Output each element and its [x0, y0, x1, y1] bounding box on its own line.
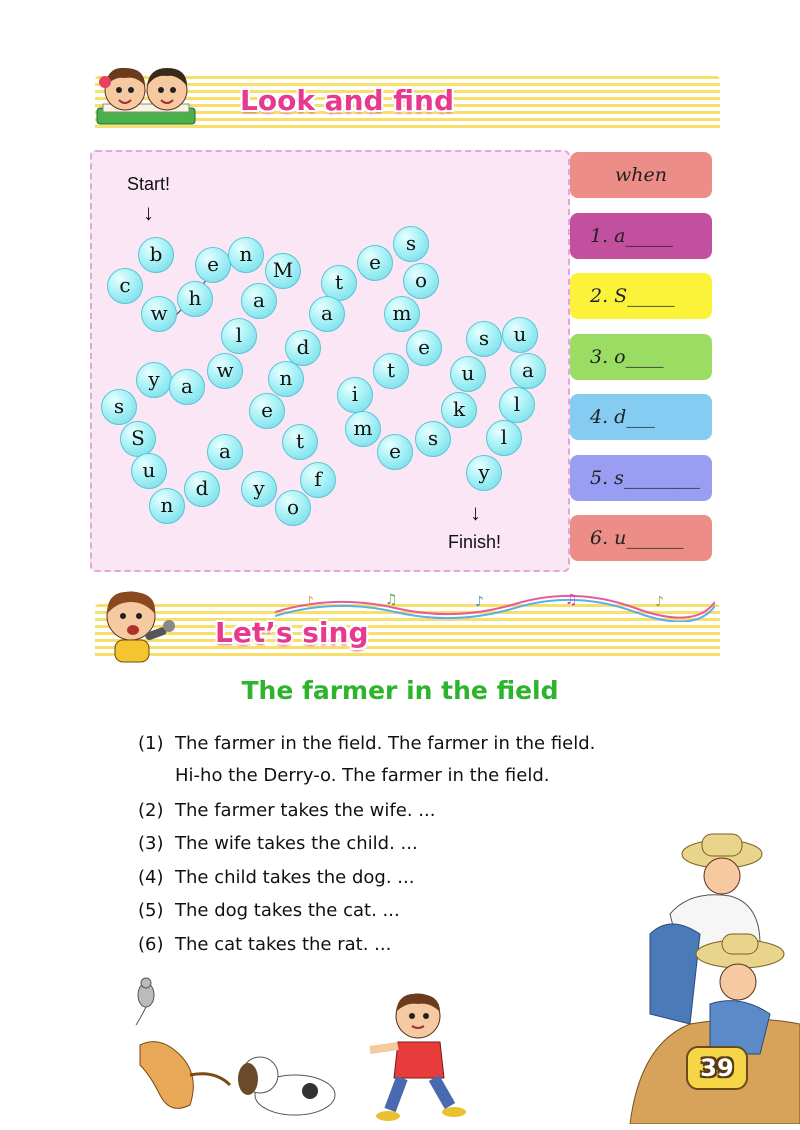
line-number: (4): [138, 867, 164, 888]
letter-bubble: m: [384, 296, 420, 332]
answer-box: 1. a_____: [570, 213, 712, 259]
start-label: Start!: [127, 174, 171, 194]
letter-bubble: y: [466, 455, 502, 491]
letter-bubble: l: [221, 318, 257, 354]
svg-text:♫: ♫: [565, 592, 578, 608]
answer-box: 6. u______: [570, 515, 712, 561]
letter-bubble: l: [486, 420, 522, 456]
letter-bubble: l: [499, 387, 535, 423]
answer-box: 3. o____: [570, 334, 712, 380]
letter-bubble: t: [282, 424, 318, 460]
line-number: (3): [138, 833, 164, 854]
line-number: (1): [138, 733, 164, 754]
song-line: [138, 765, 550, 786]
letter-bubble: b: [138, 237, 174, 273]
letter-bubble: n: [228, 237, 264, 273]
letter-bubble: a: [309, 296, 345, 332]
line-text: The farmer in the field. The farmer in the field.: [175, 733, 596, 754]
song-line: [138, 934, 391, 955]
song-line: [138, 733, 595, 754]
letter-bubble: S: [120, 421, 156, 457]
svg-text:♪: ♪: [655, 594, 664, 610]
finish-label: Finish!: [448, 532, 502, 552]
letter-bubble: d: [184, 471, 220, 507]
letter-bubble: w: [207, 353, 243, 389]
letter-bubble: t: [321, 265, 357, 301]
letter-bubble: a: [510, 353, 546, 389]
answer-box: 4. d___: [570, 394, 712, 440]
letter-bubble: d: [285, 330, 321, 366]
letter-bubble: c: [107, 268, 143, 304]
finish-arrow-icon: ↓: [470, 500, 481, 525]
example-answer-box: when: [570, 152, 712, 198]
letter-bubble: a: [207, 434, 243, 470]
letter-bubble: w: [141, 296, 177, 332]
letter-bubble: y: [136, 362, 172, 398]
letter-bubble: s: [393, 226, 429, 262]
letter-bubble: e: [377, 434, 413, 470]
running-boy-illustration: [360, 990, 470, 1130]
line-text: The cat takes the rat. ...: [175, 934, 392, 955]
letter-bubble: n: [268, 361, 304, 397]
line-number: (6): [138, 934, 164, 955]
song-line: [138, 900, 400, 921]
letter-bubble: u: [131, 453, 167, 489]
answer-box: 2. S_____: [570, 273, 712, 319]
line-number: (5): [138, 900, 164, 921]
letter-bubble: o: [403, 263, 439, 299]
letter-bubble: u: [450, 356, 486, 392]
mouse-cat-dog-illustration: [120, 975, 380, 1130]
line-text: The dog takes the cat. ...: [175, 900, 400, 921]
letter-bubble: e: [249, 393, 285, 429]
section-title: Look and find: [240, 84, 455, 117]
letter-bubble: a: [241, 283, 277, 319]
svg-text:♪: ♪: [305, 594, 314, 610]
letter-bubble: i: [337, 377, 373, 413]
line-text: The farmer takes the wife. ...: [175, 800, 436, 821]
letter-bubble: u: [502, 317, 538, 353]
letter-bubble: e: [357, 245, 393, 281]
letter-bubble: t: [373, 353, 409, 389]
answer-box: 5. s________: [570, 455, 712, 501]
singing-boy-icon: [95, 586, 205, 666]
line-text: Hi-ho the Derry-o. The farmer in the field.: [175, 765, 550, 786]
letter-bubble: o: [275, 490, 311, 526]
letter-bubble: s: [101, 389, 137, 425]
letter-bubble: m: [345, 411, 381, 447]
lets-sing-banner: [95, 592, 720, 664]
letter-bubble: M: [265, 253, 301, 289]
letter-bubble: s: [415, 421, 451, 457]
svg-text:♪: ♪: [475, 594, 484, 610]
letter-bubble: a: [169, 369, 205, 405]
line-number: (2): [138, 800, 164, 821]
svg-text:♫: ♫: [385, 592, 398, 608]
start-arrow-icon: ↓: [143, 200, 154, 225]
song-title: The farmer in the field: [241, 676, 559, 705]
letter-bubble: h: [177, 281, 213, 317]
song-line: [138, 867, 414, 888]
line-text: The wife takes the child. ...: [175, 833, 418, 854]
letter-bubble: k: [441, 392, 477, 428]
letter-bubble: n: [149, 488, 185, 524]
letter-bubble: f: [300, 462, 336, 498]
page-number: 39: [686, 1046, 748, 1090]
letter-bubble: y: [241, 471, 277, 507]
section-title: Let’s sing: [215, 616, 369, 649]
song-line: [138, 833, 418, 854]
letter-bubble: e: [195, 247, 231, 283]
letter-bubble: s: [466, 321, 502, 357]
line-text: The child takes the dog. ...: [175, 867, 415, 888]
letter-bubble: e: [406, 330, 442, 366]
song-line: [138, 800, 435, 821]
